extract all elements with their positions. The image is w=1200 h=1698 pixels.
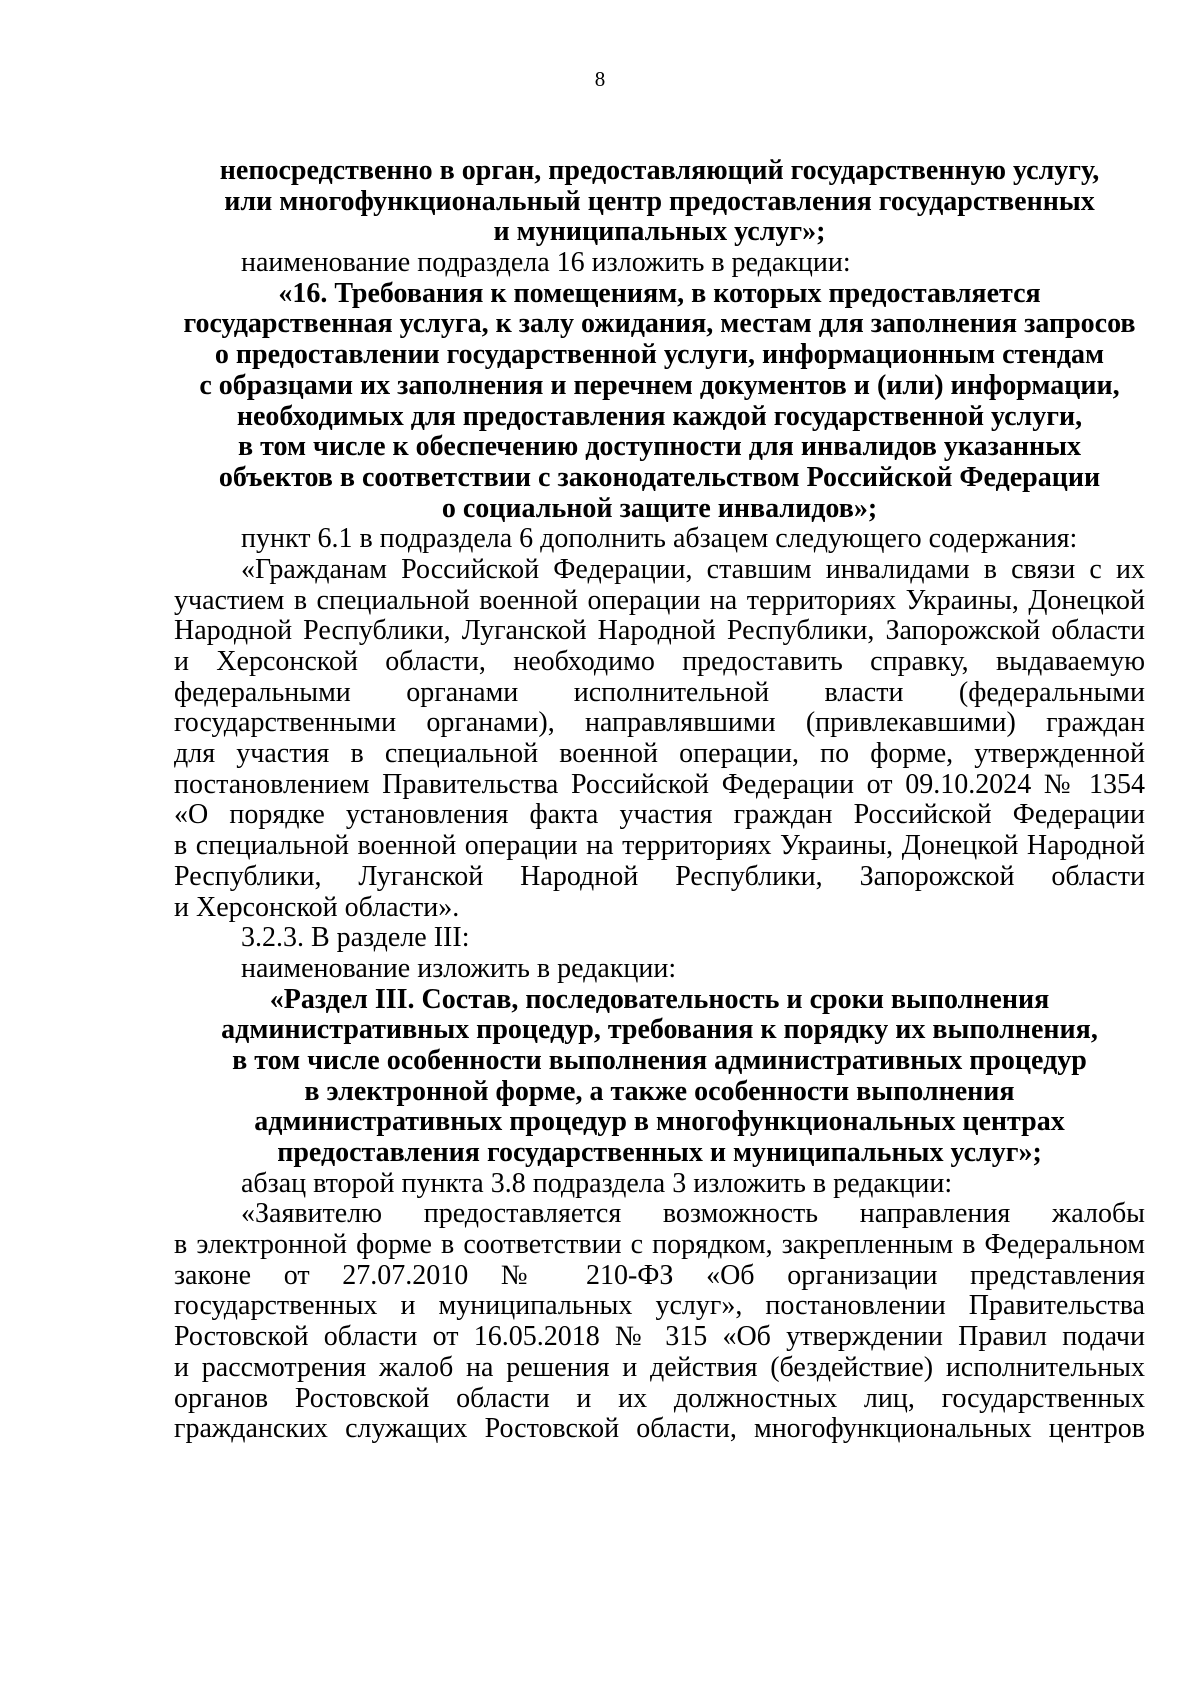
- text-line: Республики, Луганской Народной Республики, Запорожской области: [174, 860, 1145, 892]
- text-line: в том числе особенности выполнения административных процедур: [232, 1044, 1087, 1076]
- text-line: наименование подраздела 16 изложить в редакции:: [241, 247, 851, 279]
- text-line: наименование изложить в редакции:: [241, 952, 677, 984]
- text-line: и Херсонской области, необходимо предоставить справку, выдаваемую: [174, 646, 1145, 677]
- text-line: в электронной форме, а также особенности выполнения: [304, 1075, 1015, 1107]
- text-line: в электронной форме в соответствии с порядком, закрепленным в Федеральном: [174, 1229, 1145, 1261]
- text-line: Народной Республики, Луганской Народной Республики, Запорожской области: [174, 615, 1145, 647]
- text-line: гражданских служащих Ростовской области, многофункциональных центров: [174, 1413, 1145, 1445]
- text-line: 3.2.3. В разделе III:: [241, 922, 470, 954]
- text-line: в специальной военной операции на территориях Украины, Донецкой Народной: [174, 830, 1145, 862]
- text-line: «Гражданам Российской Федерации, ставшим инвалидами в связи с их: [241, 553, 1145, 585]
- text-line: или многофункциональный центр предоставления государственных: [224, 185, 1095, 217]
- text-line: административных процедур, требования к порядку их выполнения,: [221, 1014, 1098, 1046]
- text-line: в том числе к обеспечению доступности для инвалидов указанных: [238, 431, 1081, 463]
- text-line: «О порядке установления факта участия граждан Российской Федерации: [174, 799, 1145, 831]
- text-line: с образцами их заполнения и перечнем документов и (или) информации,: [199, 369, 1120, 401]
- text-line: законе от 27.07.2010 № 210-ФЗ «Об организации представления: [174, 1259, 1145, 1291]
- text-line: федеральными органами исполнительной власти (федеральными: [174, 676, 1145, 708]
- text-line: «Заявителю предоставляется возможность направления жалобы: [241, 1198, 1145, 1230]
- text-line: административных процедур в многофункциональных центрах: [254, 1106, 1065, 1138]
- text-line: для участия в специальной военной операции, по форме, утвержденной: [174, 738, 1145, 770]
- page-number: 8: [594, 67, 606, 91]
- text-line: государственных и муниципальных услуг», постановлении Правительства: [174, 1290, 1145, 1322]
- text-line: пункт 6.1 в подраздела 6 дополнить абзацем следующего содержания:: [241, 523, 1078, 555]
- text-line: абзац второй пункта 3.8 подраздела 3 изложить в редакции:: [241, 1167, 953, 1199]
- document-body: [174, 156, 1145, 1445]
- text-line: и муниципальных услуг»;: [493, 216, 826, 248]
- text-line: государственными органами), направлявшими (привлекавшими) граждан: [174, 707, 1145, 739]
- text-line: о социальной защите инвалидов»;: [441, 492, 878, 524]
- text-line: и Херсонской области».: [174, 891, 460, 923]
- text-line: органов Ростовской области и их должностных лиц, государственных: [174, 1382, 1145, 1414]
- text-line: непосредственно в орган, предоставляющий государственную услугу,: [219, 155, 1100, 186]
- text-line: «Раздел III. Состав, последовательность и сроки выполнения: [269, 983, 1050, 1015]
- text-line: участием в специальной военной операции на территориях Украины, Донецкой: [174, 584, 1145, 616]
- text-line: Ростовской области от 16.05.2018 № 315 «Об утверждении Правил подачи: [174, 1321, 1145, 1353]
- text-line: государственная услуга, к залу ожидания, местам для заполнения запросов: [183, 308, 1136, 340]
- text-line: необходимых для предоставления каждой государственной услуги,: [236, 400, 1083, 432]
- text-line: предоставления государственных и муниципальных услуг»;: [277, 1137, 1042, 1168]
- text-line: объектов в соответствии с законодательством Российской Федерации: [218, 461, 1101, 493]
- text-line: «16. Требования к помещениям, в которых предоставляется: [278, 277, 1041, 309]
- text-line: постановлением Правительства Российской Федерации от 09.10.2024 № 1354: [174, 768, 1145, 800]
- text-line: о предоставлении государственной услуги, информационным стендам: [214, 339, 1105, 371]
- text-line: и рассмотрения жалоб на решения и действия (бездействие) исполнительных: [174, 1351, 1145, 1383]
